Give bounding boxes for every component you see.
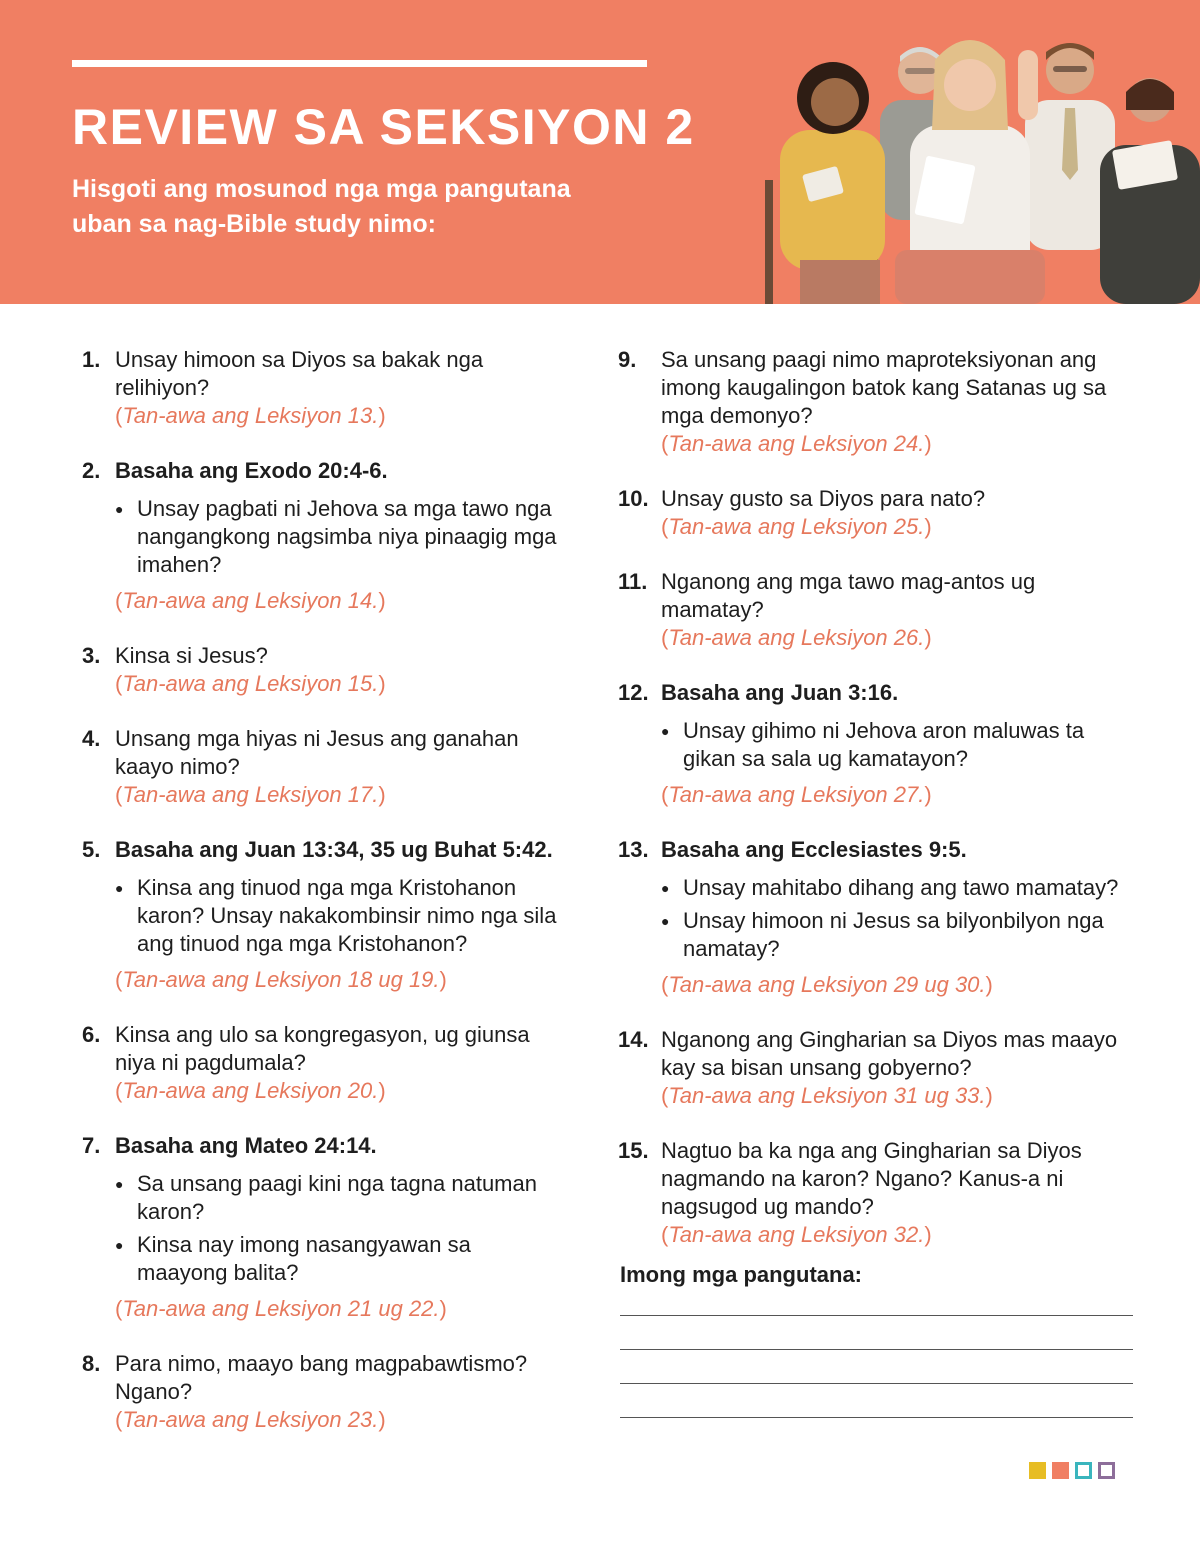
question-item — [82, 1021, 562, 1105]
question-number: 15. — [618, 1138, 649, 1163]
question-number: 12. — [618, 680, 649, 705]
question-number: 8. — [82, 1351, 101, 1376]
bullet-text: Unsay pagbati ni Jehova sa mga tawo nga nangangkong nagsimba niya pinaagig mga imahen? — [137, 496, 557, 577]
woman-reading — [1100, 78, 1200, 304]
your-questions-label: Imong mga pangutana: — [620, 1262, 862, 1287]
lesson-reference-text: Tan-awa ang Leksiyon 20. — [122, 1078, 379, 1103]
lesson-reference: (Tan-awa ang Leksiyon 18 ug 19.) — [115, 967, 447, 992]
lesson-reference: (Tan-awa ang Leksiyon 15.) — [115, 671, 386, 696]
question-text: Unsay himoon sa Diyos sa bakak nga relihiyon? — [115, 347, 484, 400]
lesson-reference: (Tan-awa ang Leksiyon 14.) — [115, 588, 386, 613]
answer-line[interactable] — [620, 1383, 1133, 1384]
question-bullet — [115, 1170, 562, 1226]
page-title: REVIEW SA SEKSIYON 2 — [72, 99, 695, 155]
lesson-reference: (Tan-awa ang Leksiyon 31 ug 33.) — [661, 1083, 993, 1108]
question-bullet — [661, 907, 1138, 963]
question-bullet — [115, 874, 562, 958]
question-bullet — [661, 717, 1138, 773]
bullet-text: Unsay gihimo ni Jehova aron maluwas ta gikan sa sala ug kamatayon? — [683, 718, 1085, 771]
bullet-dot-icon: ● — [661, 913, 670, 929]
question-bullet — [661, 874, 1138, 902]
question-text: Unsay gusto sa Diyos para nato? — [661, 486, 986, 511]
question-text: Basaha ang Mateo 24:14. — [115, 1133, 377, 1158]
orange-square-icon — [1052, 1462, 1069, 1479]
question-item — [618, 836, 1138, 999]
question-text: Nganong ang mga tawo mag-antos ug mamatay? — [661, 569, 1036, 622]
lesson-reference: (Tan-awa ang Leksiyon 25.) — [661, 514, 932, 539]
question-text: Nganong ang Gingharian sa Diyos mas maayo kay sa bisan unsang gobyerno? — [661, 1027, 1118, 1080]
question-item — [82, 457, 562, 615]
question-item — [82, 346, 562, 430]
lesson-reference: (Tan-awa ang Leksiyon 29 ug 30.) — [661, 972, 993, 997]
lesson-reference-text: Tan-awa ang Leksiyon 18 ug 19. — [122, 967, 440, 992]
lesson-reference: (Tan-awa ang Leksiyon 17.) — [115, 782, 386, 807]
lesson-reference-text: Tan-awa ang Leksiyon 14. — [122, 588, 379, 613]
question-number: 14. — [618, 1027, 649, 1052]
question-item — [82, 1350, 562, 1434]
question-number: 10. — [618, 486, 649, 511]
bullet-text: Sa unsang paagi kini nga tagna natuman karon? — [137, 1171, 537, 1224]
lesson-reference-text: Tan-awa ang Leksiyon 17. — [122, 782, 379, 807]
yellow-square-icon — [1029, 1462, 1046, 1479]
page-subtitle: Hisgoti ang mosunod nga mga pangutana uban sa nag-Bible study nimo: — [72, 175, 571, 238]
question-item — [618, 1137, 1138, 1249]
question-item — [82, 642, 562, 698]
question-number: 1. — [82, 347, 101, 372]
question-text: Basaha ang Exodo 20:4-6. — [115, 458, 388, 483]
purple-square-outline-icon — [1098, 1462, 1115, 1479]
questions-left-column — [82, 346, 562, 1461]
question-text: Kinsa si Jesus? — [115, 643, 268, 668]
lesson-reference-text: Tan-awa ang Leksiyon 29 ug 30. — [668, 972, 986, 997]
lesson-reference: (Tan-awa ang Leksiyon 13.) — [115, 403, 386, 428]
questions-right-column — [618, 346, 1138, 1276]
lesson-reference-text: Tan-awa ang Leksiyon 27. — [668, 782, 925, 807]
question-text: Basaha ang Ecclesiastes 9:5. — [661, 837, 967, 862]
lesson-reference-text: Tan-awa ang Leksiyon 31 ug 33. — [668, 1083, 986, 1108]
question-text: Para nimo, maayo bang magpabawtismo? Ngano? — [115, 1351, 528, 1404]
seated-audience-illustration — [760, 30, 1200, 304]
lesson-reference: (Tan-awa ang Leksiyon 20.) — [115, 1078, 386, 1103]
question-bullet — [115, 1231, 562, 1287]
lesson-reference: (Tan-awa ang Leksiyon 26.) — [661, 625, 932, 650]
question-item — [618, 346, 1138, 458]
lesson-reference-text: Tan-awa ang Leksiyon 15. — [122, 671, 379, 696]
question-text: Sa unsang paagi nimo maproteksiyonan ang imong kaugalingon batok kang Satanas ug sa mga demonyo? — [661, 347, 1107, 428]
question-text: Basaha ang Juan 3:16. — [661, 680, 899, 705]
question-text: Unsang mga hiyas ni Jesus ang ganahan kaayo nimo? — [115, 726, 519, 779]
bullet-dot-icon: ● — [661, 723, 670, 739]
lesson-reference-text: Tan-awa ang Leksiyon 23. — [122, 1407, 379, 1432]
lesson-reference: (Tan-awa ang Leksiyon 27.) — [661, 782, 932, 807]
question-item — [82, 1132, 562, 1323]
lesson-reference-text: Tan-awa ang Leksiyon 26. — [668, 625, 925, 650]
bullet-dot-icon: ● — [115, 1237, 124, 1253]
lesson-reference-text: Tan-awa ang Leksiyon 21 ug 22. — [122, 1296, 440, 1321]
lesson-reference: (Tan-awa ang Leksiyon 24.) — [661, 431, 932, 456]
question-number: 7. — [82, 1133, 101, 1158]
answer-line[interactable] — [620, 1349, 1133, 1350]
question-item — [618, 1026, 1138, 1110]
lesson-reference: (Tan-awa ang Leksiyon 23.) — [115, 1407, 386, 1432]
lesson-reference-text: Tan-awa ang Leksiyon 32. — [668, 1222, 925, 1247]
question-number: 13. — [618, 837, 649, 862]
header-rule — [72, 60, 647, 67]
question-number: 11. — [618, 569, 648, 594]
lesson-reference-text: Tan-awa ang Leksiyon 13. — [122, 403, 379, 428]
lesson-reference-text: Tan-awa ang Leksiyon 25. — [668, 514, 925, 539]
lesson-reference-text: Tan-awa ang Leksiyon 24. — [668, 431, 925, 456]
question-item — [618, 485, 1138, 541]
bullet-text: Unsay mahitabo dihang ang tawo mamatay? — [683, 875, 1119, 900]
bullet-dot-icon: ● — [661, 880, 670, 896]
question-item — [82, 725, 562, 809]
question-text: Nagtuo ba ka nga ang Gingharian sa Diyos nagmando na karon? Ngano? Kanus-a ni nagsugod ug mando? — [661, 1138, 1082, 1219]
answer-line[interactable] — [620, 1315, 1133, 1316]
answer-line[interactable] — [620, 1417, 1133, 1418]
question-item — [618, 568, 1138, 652]
bullet-text: Unsay himoon ni Jesus sa bilyonbilyon nga namatay? — [683, 908, 1104, 961]
footer-squares — [1029, 1462, 1115, 1479]
question-item — [618, 679, 1138, 809]
header-banner — [0, 0, 1200, 304]
question-text: Basaha ang Juan 13:34, 35 ug Buhat 5:42. — [115, 837, 553, 862]
lesson-reference: (Tan-awa ang Leksiyon 21 ug 22.) — [115, 1296, 447, 1321]
question-number: 3. — [82, 643, 101, 668]
question-bullet — [115, 495, 562, 579]
question-number: 4. — [82, 726, 101, 751]
bullet-text: Kinsa nay imong nasangyawan sa maayong balita? — [137, 1232, 471, 1285]
question-number: 6. — [82, 1022, 101, 1047]
question-item — [82, 836, 562, 994]
bullet-dot-icon: ● — [115, 501, 124, 517]
bullet-dot-icon: ● — [115, 880, 124, 896]
answer-lines — [620, 1315, 1133, 1451]
teal-square-outline-icon — [1075, 1462, 1092, 1479]
woman-yellow-cardigan — [780, 62, 885, 304]
question-number: 2. — [82, 458, 101, 483]
lesson-reference: (Tan-awa ang Leksiyon 32.) — [661, 1222, 932, 1247]
bullet-text: Kinsa ang tinuod nga mga Kristohanon karon? Unsay nakakombinsir nimo nga sila ang tinuod nga mga Kristohanon? — [137, 875, 557, 956]
question-number: 5. — [82, 837, 101, 862]
question-number: 9. — [618, 347, 637, 372]
question-text: Kinsa ang ulo sa kongregasyon, ug giunsa niya ni pagdumala? — [115, 1022, 530, 1075]
bullet-dot-icon: ● — [115, 1176, 124, 1192]
